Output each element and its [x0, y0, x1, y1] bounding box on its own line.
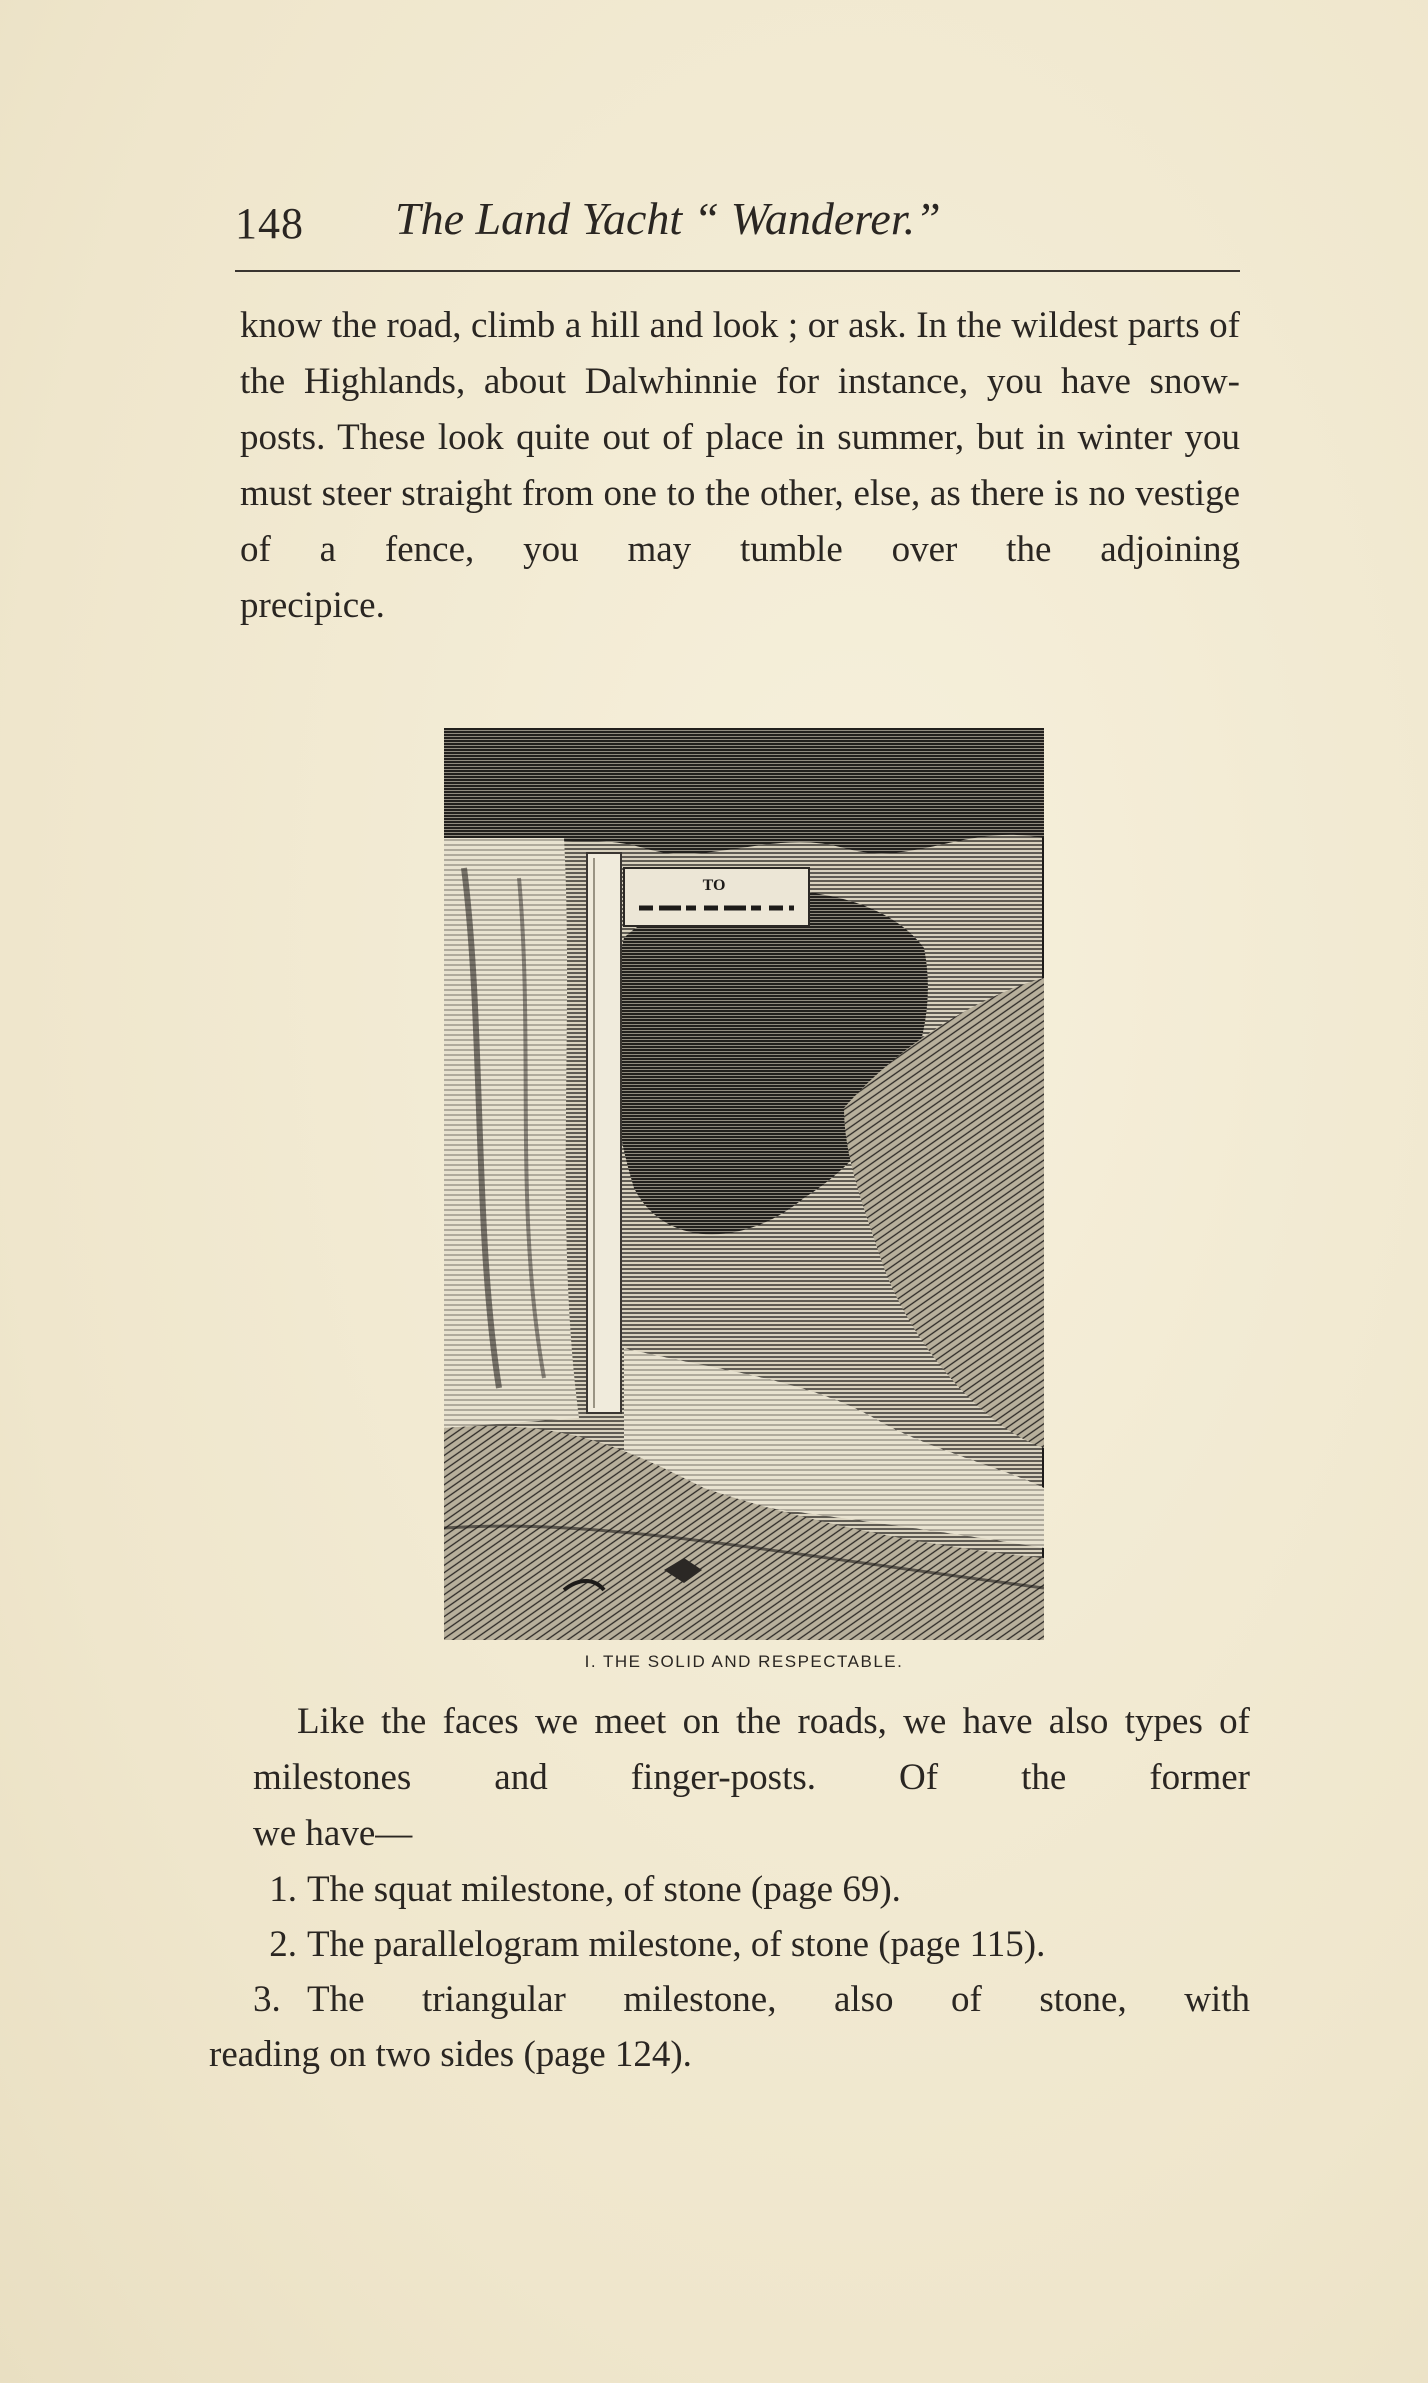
text-line: Like the faces we meet on the roads, we have also	[297, 1701, 1109, 1742]
fingerpost-engraving	[444, 728, 1044, 1640]
paragraph-milestones	[253, 1694, 1250, 1862]
text-line: instance, you have snow-posts. These look quite out	[240, 361, 1240, 458]
text-line: precipice.	[240, 585, 385, 626]
list-text: The squat milestone, of stone (page 69).	[307, 1869, 901, 1910]
milestone-list	[209, 1862, 1250, 2082]
list-text-continuation: reading on two sides (page 124).	[209, 2034, 692, 2075]
list-number: 2.	[269, 1924, 297, 1965]
engraving-figure	[444, 728, 1044, 1640]
text-line: vestige of a fence, you may tumble over the adjoining	[240, 473, 1240, 570]
text-line: straight from one to the other, else, as there is no	[401, 473, 1126, 514]
figure-caption: I. THE SOLID AND RESPECTABLE.	[584, 1652, 904, 1671]
page-header	[235, 188, 1240, 258]
running-title: The Land Yacht “ Wanderer.”	[395, 193, 941, 244]
text-line: of place in summer, but in winter you must steer	[240, 417, 1240, 514]
sign-text: TO	[702, 877, 726, 894]
list-number: 1.	[269, 1869, 297, 1910]
text-line: know the road, climb a hill and look ; or ask. In the	[240, 305, 1002, 346]
list-item	[253, 1917, 1250, 1972]
text-line: wildest parts of the Highlands, about Dalwhinnie for	[240, 305, 1241, 402]
list-text: The parallelogram milestone, of stone (page 115).	[307, 1924, 1046, 1965]
list-number: 3.	[253, 1979, 281, 2020]
header-rule	[235, 270, 1240, 272]
list-item	[253, 1862, 1250, 1917]
list-item	[209, 1972, 1250, 2082]
list-text: The triangular milestone, also of stone, with	[307, 1979, 1250, 2020]
page-number: 148	[235, 199, 304, 248]
text-line: types of milestones and finger-posts. Of the former	[253, 1701, 1250, 1798]
text-line: we have—	[253, 1813, 413, 1854]
paragraph-snow-posts	[240, 298, 1240, 634]
